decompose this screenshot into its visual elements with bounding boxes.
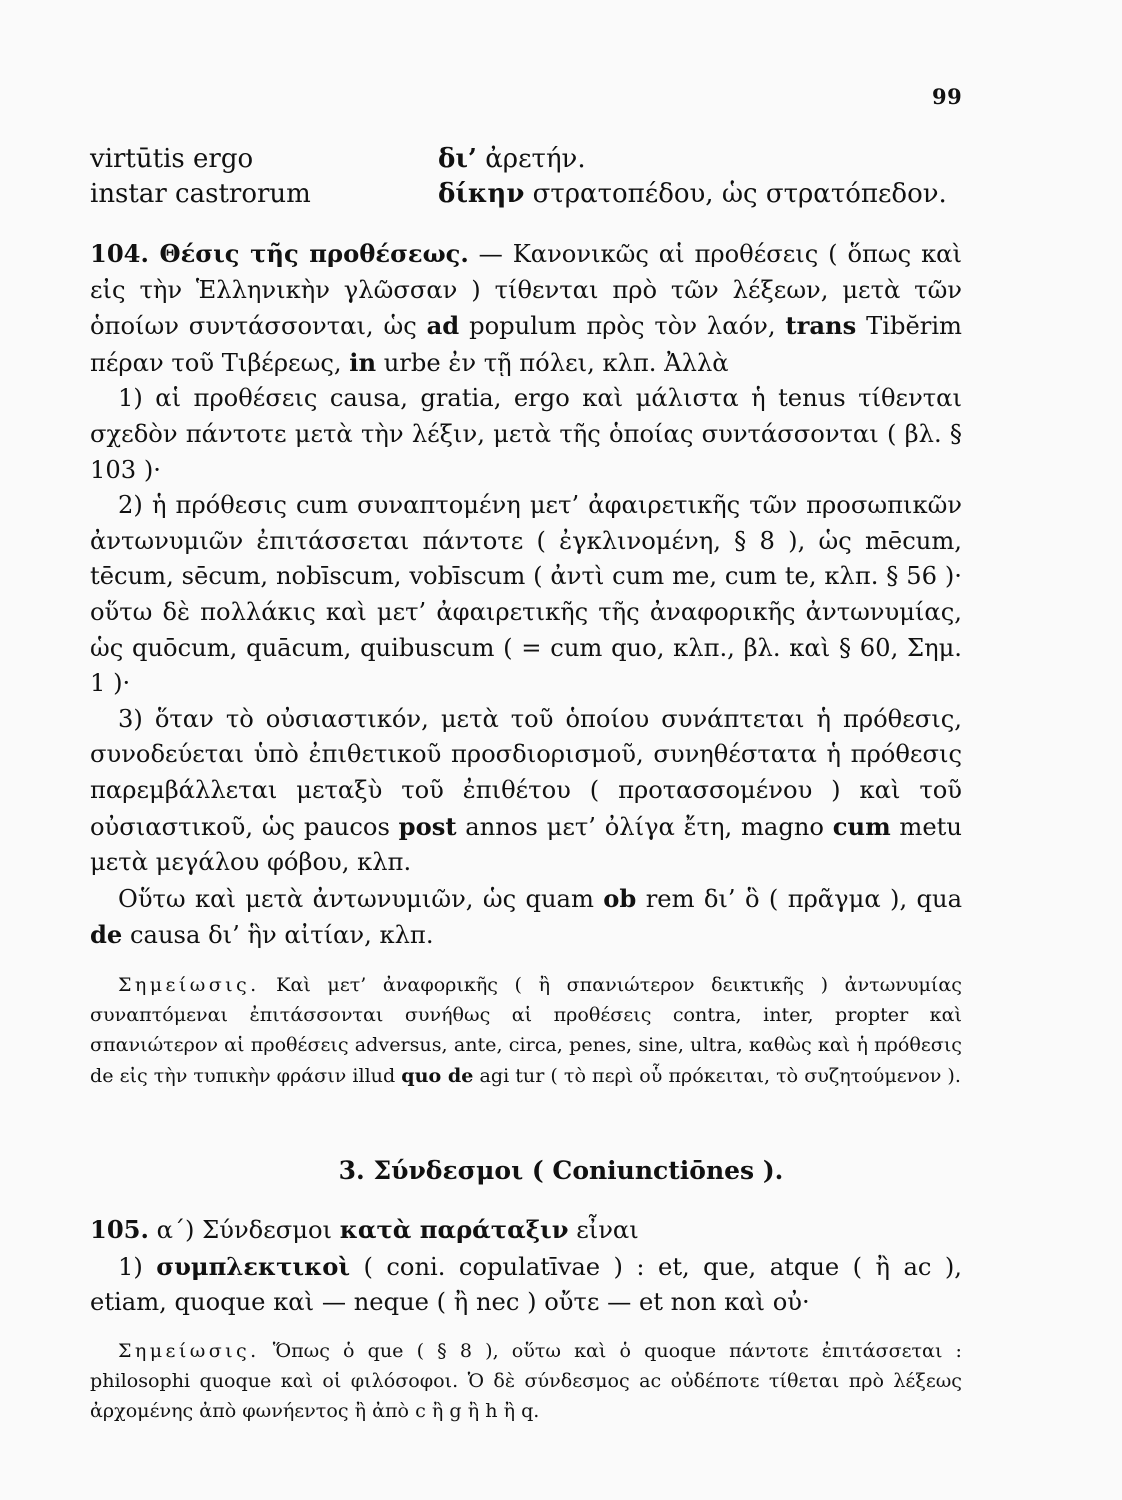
section-105-note: Σημείωσις. Ὅπως ὁ que ( § 8 ), οὕτω καὶ ὁ quoque πάντοτε ἐπιτάσσεται : philosophi quoque καὶ οἱ φιλόσοφοι. Ὁ δὲ σύνδεσμος ac οὐδέποτε τίθεται πρὸ λέξεως ἀρχομένης ἀπὸ φωνήεντος ἢ ἀπὸ c ἢ g ἢ h ἢ q.: [90, 1339, 962, 1423]
section-105-number: 105.: [90, 1215, 149, 1244]
section-105: [90, 1212, 962, 1321]
example-latin: instar castrorum: [90, 179, 311, 209]
note-label: Σημείωσις.: [118, 1339, 260, 1362]
section-105-intro: 105. α΄) Σύνδεσμοι κατὰ παράταξιν εἶναι: [90, 1215, 639, 1244]
rule-item-1: 1) αἱ προθέσεις causa, gratia, ergo καὶ μάλιστα ἡ tenus τίθενται σχεδὸν πάντοτε μετὰ τὴν λέξιν, μετὰ τῆς ὁποίας συντάσσονται ( βλ. § 103 )·: [90, 384, 962, 484]
example-greek: δίκην στρατοπέδου, ὡς στρατόπεδον.: [438, 179, 947, 209]
rule-item-2: 2) ἡ πρόθεσις cum συναπτομένη μετ’ ἀφαιρετικῆς τῶν προσωπικῶν ἀντωνυμιῶν ἐπιτάσσεται πάντοτε ( ἐγκλινομένη, § 8 ), ὡς mēcum, tēcum, sēcum, nobīscum, vobīscum ( ἀντὶ cum me, cum te, κλπ. § 56 )· οὕτω δὲ πολλάκις καὶ μετ’ ἀφαιρετικῆς τῆς ἀναφορικῆς ἀντωνυμίας, ὡς quōcum, quācum, quibuscum ( = cum quo, κλπ., βλ. καὶ § 60, Σημ. 1 )·: [90, 491, 962, 698]
conjunction-item-1: 1) συμπλεκτικοὶ ( coni. copulatīvae ) : et, que, atque ( ἢ ac ), etiam, quoque καὶ — neque ( ἢ nec ) οὔτε — et non καὶ οὐ·: [90, 1251, 963, 1317]
section-104: [90, 236, 962, 954]
section-104-intro: 104. Θέσις τῆς προθέσεως. — Κανονικῶς αἱ προθέσεις ( ὅπως καὶ εἰς τὴν Ἑλληνικὴν γλῶσσαν ) τίθενται πρὸ τῶν λέξεων, μετὰ τῶν ὁποίων συντάσσονται, ὡς ad populum πρὸς τὸν λαόν, trans Tibĕrim πέραν τοῦ Τιβέρεως, in urbe ἐν τῇ πόλει, κλπ. Ἀλλὰ: [90, 239, 962, 377]
page-number: 99: [932, 84, 963, 109]
example-latin: virtūtis ergo: [90, 144, 254, 174]
example-greek: δι’ ἀρετήν.: [438, 144, 586, 174]
note-label: Σημείωσις.: [118, 973, 260, 996]
rule-item-3: 3) ὅταν τὸ οὐσιαστικόν, μετὰ τοῦ ὁποίου συνάπτεται ἡ πρόθεσις, συνοδεύεται ὑπὸ ἐπιθετικοῦ προσδιορισμοῦ, συνηθέστατα ἡ πρόθεσις παρεμβάλλεται μεταξὺ τοῦ ἐπιθέτου ( προτασσομένου ) καὶ τοῦ οὐσιαστικοῦ, ὡς paucos post annos μετ’ ὀλίγα ἔτη, magno cum metu μετὰ μεγάλου φόβου, κλπ.: [90, 704, 962, 877]
section-104-heading: 104. Θέσις τῆς προθέσεως.: [90, 239, 469, 268]
section-104-note: Σημείωσις. Καὶ μετ’ ἀναφορικῆς ( ἢ σπανιώτερον δεικτικῆς ) ἀντωνυμίας συναπτόμεναι ἐπιτάσσονται συνήθως αἱ προθέσεις contra, inter, propter καὶ σπανιώτερον αἱ προθέσεις adversus, ante, circa, penes, sine, ultra, καθὼς καὶ ἡ πρόθεσις de εἰς τὴν τυπικὴν φράσιν illud quo de agi tur ( τὸ περὶ οὗ πρόκειται, τὸ συζητούμενον ).: [90, 973, 962, 1087]
closing-paragraph: Οὕτω καὶ μετὰ ἀντωνυμιῶν, ὡς quam ob rem δι’ ὃ ( πρᾶγμα ), qua de causa δι’ ἣν αἰτίαν, κλπ.: [90, 883, 962, 950]
section-3-heading: 3. Σύνδεσμοι ( Coniunctiōnes ).: [338, 1156, 784, 1185]
